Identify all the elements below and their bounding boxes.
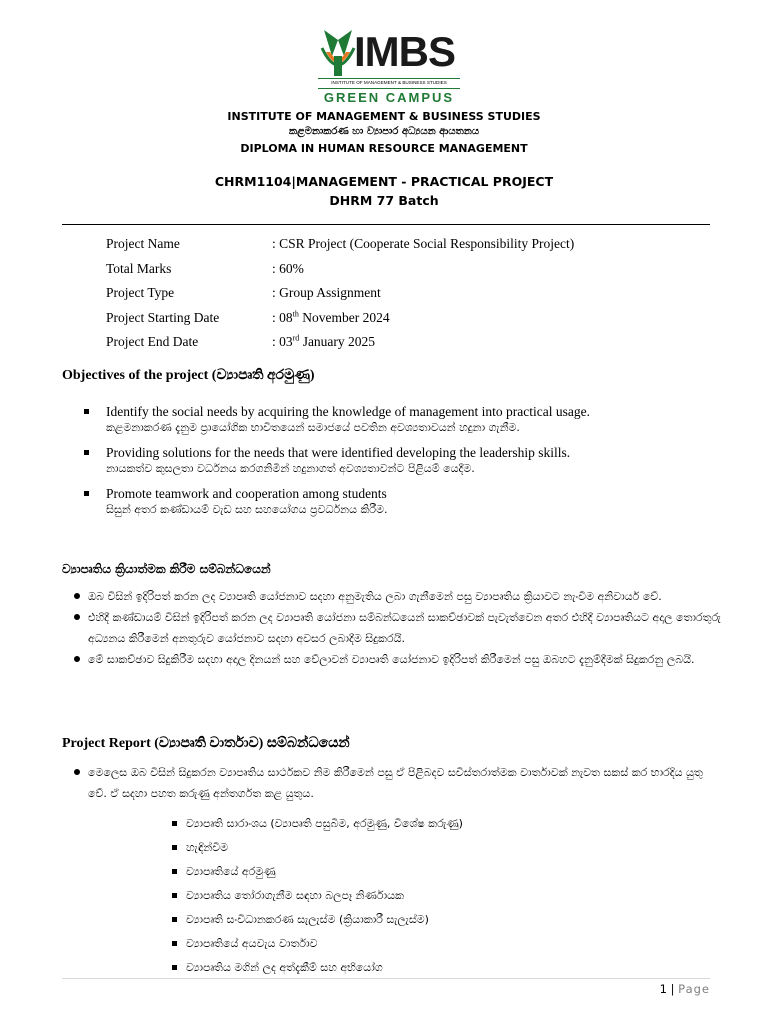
square-bullet-icon	[172, 821, 177, 826]
info-label: Project Starting Date	[106, 309, 220, 325]
square-bullet-icon	[84, 491, 89, 496]
list-item: ඔබ විසින් ඉදිරිපත් කරන ලද ව්‍යාපෘති යෝජනාව සදහා අනුමැතිය ලබා ගැනීමෙන් පසු ව්‍යාපෘතිය ක්‍රියාවට නැංවීම අනිවාර්ය වේ.	[72, 586, 722, 607]
list-item: මේ සාකච්ඡාව සිදුකිරීම සදහා අදාල දිනයන් සහ වේලාවන් ව්‍යාපෘති යෝජනාව ඉදිරිපත් කිරීමෙන් පසු ඔබහට දැනුම්දීමක් සිදුකරනු ලබයි.	[72, 649, 722, 670]
info-value: : 08th November 2024	[272, 309, 390, 325]
info-label: Project Name	[106, 236, 180, 251]
implementation-list	[72, 586, 722, 670]
list-item: මෙලෙස ඔබ විසින් සිදුකරන ව්‍යාපෘතිය සාර්ථකව නිම කිරීමෙන් පසු ඒ පිළිබදව සවිස්තරාත්මක වාර්තාවක් නැවත සකස් කර භාරදිය යුතු වේ. ඒ සදහා පහත කරුණු අන්තර්ගත කළ යුතුය.	[72, 762, 722, 804]
square-bullet-icon	[172, 941, 177, 946]
header-divider	[62, 224, 710, 225]
institute-name: INSTITUTE OF MANAGEMENT & BUSINESS STUDIES	[227, 110, 541, 123]
square-bullet-icon	[84, 409, 89, 414]
list-item: Providing solutions for the needs that were identified developing the leadership skills. නායකත්ව කුසලතා වර්ධනය කරගනිමින් හදුනාගත් අවශ්‍යතාවන්ට පිළියම් යෙදීම.	[80, 445, 720, 477]
objectives-list	[80, 404, 720, 527]
report-list	[72, 762, 722, 804]
bullet-icon	[74, 656, 80, 662]
square-bullet-icon	[84, 450, 89, 455]
imbs-logo	[318, 26, 460, 106]
square-bullet-icon	[172, 917, 177, 922]
list-item: ව්‍යාපෘතියේ අයවැය වාර්තාව	[172, 932, 463, 956]
list-item: ව්‍යාපෘතියේ අරමුණු	[172, 860, 463, 884]
objectives-heading: Objectives of the project (ව්‍යාපෘති අරමුණු)	[62, 368, 315, 383]
info-value: : Group Assignment	[272, 285, 381, 300]
square-bullet-icon	[172, 845, 177, 850]
page-number: 1	[659, 982, 667, 996]
info-label: Project Type	[106, 285, 175, 300]
info-value: : 60%	[272, 260, 304, 276]
square-bullet-icon	[172, 965, 177, 970]
institute-name-sinhala: කළමනාකරණ හා ව්‍යාපාර අධ්‍යයන ආයතනය	[288, 126, 480, 137]
implementation-heading: ව්‍යාපෘතිය ක්‍රියාත්මක කිරීම සම්බන්ධයෙන්	[62, 562, 271, 576]
list-item: ව්‍යාපෘතිය මගින් ලද අත්දැකීම් සහ අභියෝග	[172, 956, 463, 980]
report-contents-list	[172, 812, 463, 980]
square-bullet-icon	[172, 869, 177, 874]
page-footer: 1 | Page	[659, 982, 710, 996]
logo-brand: IMBS	[354, 28, 455, 75]
list-item: ව්‍යාපෘති සංවිධානකරණ සැලැස්ම (ක්‍රියාකාරී සැලැස්ම)	[172, 908, 463, 932]
bullet-icon	[74, 614, 80, 620]
list-item: Identify the social needs by acquiring the knowledge of management into practical usage. කළමනාකරණ දැනුම ප්‍රායෝගික භාවිතයෙන් සමාජයේ පවතින අවශ්‍යතාවයන් හදුනා ගැනීම.	[80, 404, 720, 436]
list-item: ව්‍යාපෘති සාරාංශය (ව්‍යාපෘති පසුබිම, අරමුණු, විශේෂ කරුණු)	[172, 812, 463, 836]
batch-title: DHRM 77 Batch	[329, 193, 439, 208]
list-item: ව්‍යාපෘතිය තෝරාගැනීම සඳහා බලපෑ නිර්ණායක	[172, 884, 463, 908]
footer-divider	[62, 978, 710, 979]
logo-campus: GREEN CAMPUS	[323, 90, 455, 105]
logo-tagline: INSTITUTE OF MANAGEMENT & BUSINESS STUDIES	[331, 80, 447, 85]
page-label: Page	[678, 982, 710, 996]
diploma-title: DIPLOMA IN HUMAN RESOURCE MANAGEMENT	[240, 142, 528, 155]
bullet-icon	[74, 593, 80, 599]
course-title: CHRM1104|MANAGEMENT - PRACTICAL PROJECT	[214, 174, 554, 189]
info-label: Total Marks	[106, 260, 172, 276]
list-item: හැඳින්වීම	[172, 836, 463, 860]
report-heading: Project Report (ව්‍යාපෘති වාර්තාව) සම්බන්ධයෙන්	[62, 736, 350, 751]
info-label: Project End Date	[106, 334, 199, 349]
info-value: : CSR Project (Cooperate Social Responsibility Project)	[272, 236, 575, 251]
bullet-icon	[74, 769, 80, 775]
info-value: : 03rd January 2025	[272, 333, 376, 349]
list-item: එහිදී කණ්ඩායම් විසින් ඉදිරිපත් කරන ලද ව්‍යාපෘති යෝජනා සම්බන්ධයෙන් සාකච්ඡාවක් පැවැත්වෙන අතර එහිදී ව්‍යාපෘතියට අදාල තොරතුරු අධ්‍යනය කිරීමෙන් අනතුරුව යෝජනාව සදහා අවසර ලබාදීම සිදුකරයි.	[72, 607, 722, 649]
list-item: Promote teamwork and cooperation among students සිසුන් අතර කණ්ඩායම් වැඩ සහ සහයෝගය ප්‍රවර්ධනය කිරීම.	[80, 486, 720, 518]
square-bullet-icon	[172, 893, 177, 898]
